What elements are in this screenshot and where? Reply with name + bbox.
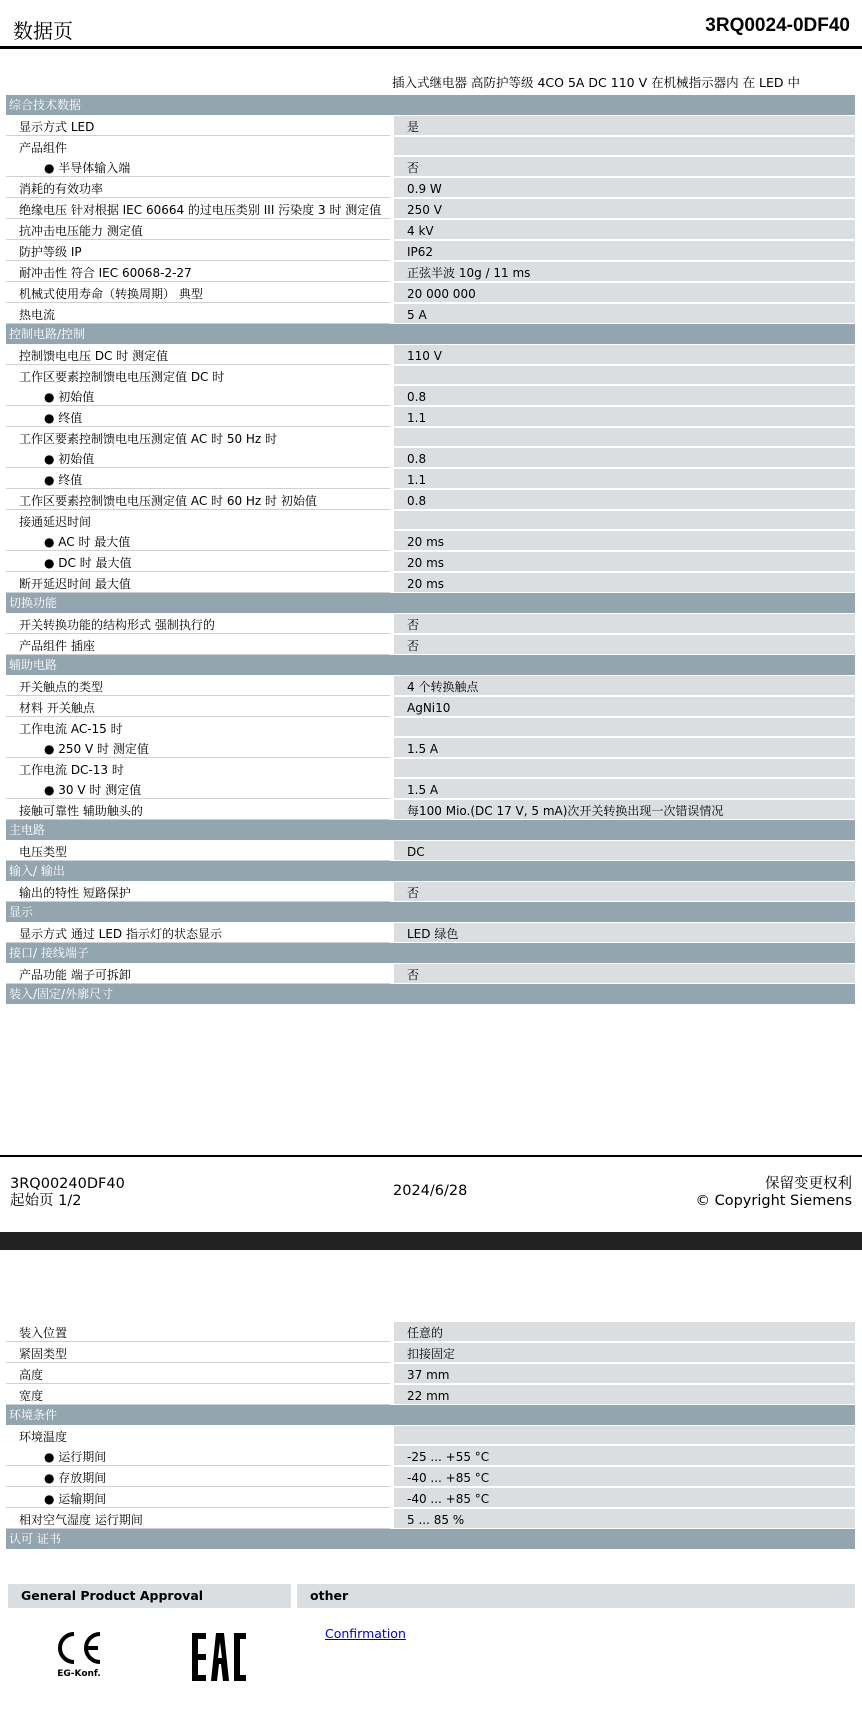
spec-row bbox=[6, 427, 855, 447]
spec-label: 产品功能 端子可拆卸 bbox=[6, 964, 390, 984]
spec-row bbox=[6, 963, 855, 984]
spec-value: 0.8 bbox=[394, 386, 855, 406]
product-description: 插入式继电器 高防护等级 4CO 5A DC 110 V 在机械指示器内 在 LED 中 bbox=[392, 75, 801, 90]
spec-row bbox=[6, 115, 855, 136]
spec-row bbox=[6, 881, 855, 902]
spec-value: 正弦半波 10g / 11 ms bbox=[394, 262, 855, 282]
spec-value: -40 ... +85 °C bbox=[394, 1488, 855, 1508]
spec-label: 相对空气湿度 运行期间 bbox=[6, 1509, 390, 1529]
spec-value bbox=[394, 137, 855, 156]
spec-label: 紧固类型 bbox=[6, 1343, 390, 1363]
spec-row bbox=[6, 1425, 855, 1445]
spec-row bbox=[6, 1487, 855, 1508]
section-header: 接口/ 接线端子 bbox=[6, 943, 855, 963]
spec-row bbox=[6, 136, 855, 156]
footer-rights: 保留变更权利 bbox=[765, 1176, 852, 1192]
spec-label: 产品组件 插座 bbox=[6, 635, 390, 655]
spec-row bbox=[6, 489, 855, 510]
section-header: 装入/固定/外廓尺寸 bbox=[6, 984, 855, 1004]
spec-value: 5 ... 85 % bbox=[394, 1509, 855, 1529]
spec-value: 1.1 bbox=[394, 407, 855, 427]
spec-value: 22 mm bbox=[394, 1385, 855, 1405]
approvals-header bbox=[8, 1584, 855, 1608]
spec-label: ● 初始值 bbox=[6, 386, 390, 406]
spec-value: 否 bbox=[394, 635, 855, 655]
spec-row bbox=[6, 922, 855, 943]
spec-row bbox=[6, 365, 855, 385]
footer-left bbox=[10, 1176, 125, 1210]
ce-mark-icon bbox=[54, 1631, 104, 1679]
spec-label: ● 运行期间 bbox=[6, 1446, 390, 1466]
spec-value: 否 bbox=[394, 157, 855, 177]
spec-value: 110 V bbox=[394, 345, 855, 365]
eac-mark-icon bbox=[189, 1630, 249, 1688]
section-header: 输入/ 输出 bbox=[6, 861, 855, 881]
spec-value: 1.5 A bbox=[394, 738, 855, 758]
section-header: 综合技术数据 bbox=[6, 95, 855, 115]
spec-label: 宽度 bbox=[6, 1385, 390, 1405]
spec-row bbox=[6, 156, 855, 177]
spec-label: 电压类型 bbox=[6, 841, 390, 861]
spec-row bbox=[6, 240, 855, 261]
footer-date: 2024/6/28 bbox=[393, 1183, 468, 1199]
spec-row bbox=[6, 1363, 855, 1384]
section-header: 切换功能 bbox=[6, 593, 855, 613]
spec-row bbox=[6, 1466, 855, 1487]
page-title: 数据页 bbox=[13, 19, 73, 43]
spec-row bbox=[6, 1321, 855, 1342]
spec-value: 每100 Mio.(DC 17 V, 5 mA)次开关转换出现一次错误情况 bbox=[394, 800, 855, 820]
spec-label: ● 半导体输入端 bbox=[6, 157, 390, 177]
spec-label: 开关转换功能的结构形式 强制执行的 bbox=[6, 614, 390, 634]
spec-value: -40 ... +85 °C bbox=[394, 1467, 855, 1487]
spec-value: 250 V bbox=[394, 199, 855, 219]
spec-label: 接通延迟时间 bbox=[6, 511, 390, 530]
spec-row bbox=[6, 551, 855, 572]
spec-value bbox=[394, 718, 855, 737]
spec-label: 绝缘电压 针对根据 IEC 60664 的过电压类别 III 污染度 3 时 测定值 bbox=[6, 199, 390, 219]
spec-label: 接触可靠性 辅助触头的 bbox=[6, 800, 390, 820]
footer-page: 起始页 1/2 bbox=[10, 1193, 82, 1209]
spec-row bbox=[6, 634, 855, 655]
footer-code: 3RQ00240DF40 bbox=[10, 1176, 125, 1192]
spec-row bbox=[6, 717, 855, 737]
spec-value: 5 A bbox=[394, 304, 855, 324]
spec-row bbox=[6, 510, 855, 530]
spec-label: 控制馈电电压 DC 时 测定值 bbox=[6, 345, 390, 365]
spec-label: 断开延迟时间 最大值 bbox=[6, 573, 390, 593]
spec-row bbox=[6, 799, 855, 820]
section-header: 认可 证书 bbox=[6, 1529, 855, 1549]
spec-label: ● 30 V 时 测定值 bbox=[6, 779, 390, 799]
spec-label: 高度 bbox=[6, 1364, 390, 1384]
confirmation-link[interactable]: Confirmation bbox=[325, 1626, 406, 1641]
spec-label: ● 250 V 时 测定值 bbox=[6, 738, 390, 758]
spec-label: 环境温度 bbox=[6, 1426, 390, 1445]
spec-value bbox=[394, 428, 855, 447]
spec-value: -25 ... +55 °C bbox=[394, 1446, 855, 1466]
spec-label: 开关触点的类型 bbox=[6, 676, 390, 696]
spec-value bbox=[394, 366, 855, 385]
page-header bbox=[0, 0, 862, 49]
spec-label: 装入位置 bbox=[6, 1322, 390, 1342]
spec-row bbox=[6, 696, 855, 717]
spec-value: 37 mm bbox=[394, 1364, 855, 1384]
spec-row bbox=[6, 344, 855, 365]
spec-value: 否 bbox=[394, 614, 855, 634]
spec-row bbox=[6, 198, 855, 219]
spec-table-page1 bbox=[6, 95, 855, 1004]
spec-label: 机械式使用寿命（转换周期） 典型 bbox=[6, 283, 390, 303]
spec-value: 0.9 W bbox=[394, 178, 855, 198]
spec-row bbox=[6, 447, 855, 468]
spec-row bbox=[6, 261, 855, 282]
spec-label: 输出的特性 短路保护 bbox=[6, 882, 390, 902]
spec-label: 抗冲击电压能力 测定值 bbox=[6, 220, 390, 240]
spec-row bbox=[6, 282, 855, 303]
spec-value: 任意的 bbox=[394, 1322, 855, 1342]
spec-value: AgNi10 bbox=[394, 697, 855, 717]
spec-label: ● 存放期间 bbox=[6, 1467, 390, 1487]
spec-row bbox=[6, 530, 855, 551]
spec-row bbox=[6, 219, 855, 240]
approval-col-general: General Product Approval bbox=[8, 1584, 291, 1608]
spec-value: 否 bbox=[394, 882, 855, 902]
spec-label: ● DC 时 最大值 bbox=[6, 552, 390, 572]
spec-value: 扣接固定 bbox=[394, 1343, 855, 1363]
spec-value: 否 bbox=[394, 964, 855, 984]
spec-row bbox=[6, 572, 855, 593]
spec-row bbox=[6, 1445, 855, 1466]
spec-row bbox=[6, 613, 855, 634]
spec-row bbox=[6, 840, 855, 861]
spec-value: 20 ms bbox=[394, 573, 855, 593]
footer-right bbox=[695, 1176, 852, 1210]
spec-value: 20 ms bbox=[394, 552, 855, 572]
spec-value: 0.8 bbox=[394, 490, 855, 510]
ce-logo-icon bbox=[54, 1631, 104, 1665]
section-header: 辅助电路 bbox=[6, 655, 855, 675]
spec-value: 1.5 A bbox=[394, 779, 855, 799]
spec-value: DC bbox=[394, 841, 855, 861]
spec-label: 工作区要素控制馈电电压测定值 DC 时 bbox=[6, 366, 390, 385]
footer-divider bbox=[0, 1155, 862, 1157]
spec-value bbox=[394, 1426, 855, 1445]
spec-label: 显示方式 通过 LED 指示灯的状态显示 bbox=[6, 923, 390, 943]
spec-value: LED 绿色 bbox=[394, 923, 855, 943]
spec-label: ● 初始值 bbox=[6, 448, 390, 468]
spec-value bbox=[394, 511, 855, 530]
spec-label: 消耗的有效功率 bbox=[6, 178, 390, 198]
spec-label: 产品组件 bbox=[6, 137, 390, 156]
ce-label: EG-Konf. bbox=[57, 1669, 101, 1679]
spec-label: 工作电流 DC-13 时 bbox=[6, 759, 390, 778]
spec-value: 是 bbox=[394, 116, 855, 136]
section-header: 控制电路/控制 bbox=[6, 324, 855, 344]
spec-row bbox=[6, 778, 855, 799]
spec-row bbox=[6, 468, 855, 489]
spec-label: ● 终值 bbox=[6, 407, 390, 427]
spec-row bbox=[6, 385, 855, 406]
spec-value: 20 ms bbox=[394, 531, 855, 551]
spec-label: ● AC 时 最大值 bbox=[6, 531, 390, 551]
spec-row bbox=[6, 737, 855, 758]
spec-label: 工作区要素控制馈电电压测定值 AC 时 50 Hz 时 bbox=[6, 428, 390, 447]
spec-label: ● 终值 bbox=[6, 469, 390, 489]
spec-label: 显示方式 LED bbox=[6, 116, 390, 136]
spec-row bbox=[6, 675, 855, 696]
spec-row bbox=[6, 303, 855, 324]
spec-value: IP62 bbox=[394, 241, 855, 261]
section-header: 主电路 bbox=[6, 820, 855, 840]
spec-value: 20 000 000 bbox=[394, 283, 855, 303]
section-header: 环境条件 bbox=[6, 1405, 855, 1425]
approval-col-other: other bbox=[297, 1584, 855, 1608]
section-header: 显示 bbox=[6, 902, 855, 922]
spec-value: 1.1 bbox=[394, 469, 855, 489]
spec-label: 耐冲击性 符合 IEC 60068-2-27 bbox=[6, 262, 390, 282]
footer-copyright: © Copyright Siemens bbox=[695, 1193, 852, 1209]
spec-label: ● 运输期间 bbox=[6, 1488, 390, 1508]
spec-table-page2 bbox=[6, 1321, 855, 1549]
spec-row bbox=[6, 177, 855, 198]
spec-row bbox=[6, 1384, 855, 1405]
page-break bbox=[0, 1232, 862, 1250]
spec-label: 工作区要素控制馈电电压测定值 AC 时 60 Hz 时 初始值 bbox=[6, 490, 390, 510]
spec-label: 材料 开关触点 bbox=[6, 697, 390, 717]
spec-row bbox=[6, 406, 855, 427]
spec-row bbox=[6, 758, 855, 778]
spec-label: 热电流 bbox=[6, 304, 390, 324]
spec-row bbox=[6, 1508, 855, 1529]
spec-value: 4 个转换触点 bbox=[394, 676, 855, 696]
spec-label: 工作电流 AC-15 时 bbox=[6, 718, 390, 737]
spec-label: 防护等级 IP bbox=[6, 241, 390, 261]
spec-value: 0.8 bbox=[394, 448, 855, 468]
spec-value bbox=[394, 759, 855, 778]
spec-row bbox=[6, 1342, 855, 1363]
spec-value: 4 kV bbox=[394, 220, 855, 240]
product-code: 3RQ0024-0DF40 bbox=[705, 15, 850, 36]
